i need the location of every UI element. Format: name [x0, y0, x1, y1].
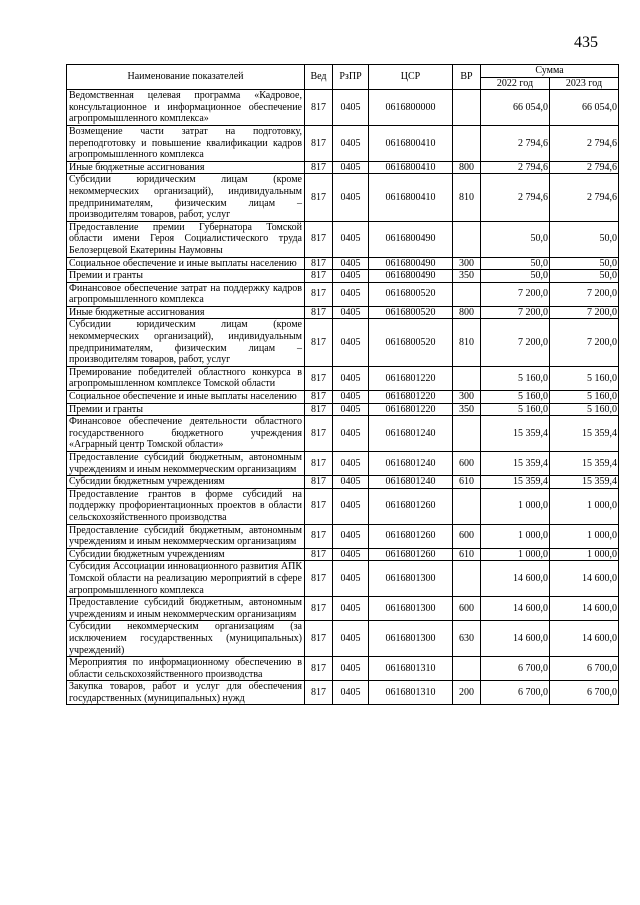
cell-vr: 810: [453, 319, 481, 366]
cell-ved: 817: [305, 416, 333, 452]
cell-vr: 810: [453, 174, 481, 221]
cell-rzpr: 0405: [333, 174, 369, 221]
cell-sum-2023: 5 160,0: [550, 403, 619, 416]
cell-csr: 0616800520: [369, 282, 453, 306]
table-row: [67, 174, 619, 221]
cell-sum-2022: 50,0: [481, 221, 550, 257]
cell-sum-2022: 5 160,0: [481, 403, 550, 416]
cell-sum-2023: 14 600,0: [550, 597, 619, 621]
cell-vr: [453, 282, 481, 306]
cell-sum-2023: 15 359,4: [550, 452, 619, 476]
cell-sum-2023: 7 200,0: [550, 282, 619, 306]
cell-ved: 817: [305, 125, 333, 161]
table-row: [67, 416, 619, 452]
cell-ved: 817: [305, 270, 333, 283]
cell-vr: 630: [453, 621, 481, 657]
table-row: [67, 621, 619, 657]
table-row: [67, 403, 619, 416]
table-row: [67, 125, 619, 161]
cell-vr: [453, 416, 481, 452]
cell-vr: 600: [453, 452, 481, 476]
cell-csr: 0616801260: [369, 488, 453, 524]
table-row: [67, 452, 619, 476]
cell-rzpr: 0405: [333, 657, 369, 681]
cell-ved: 817: [305, 597, 333, 621]
budget-table: [66, 64, 619, 705]
table-row: [67, 270, 619, 283]
cell-csr: 0616801260: [369, 548, 453, 561]
cell-rzpr: 0405: [333, 524, 369, 548]
cell-csr: 0616800410: [369, 161, 453, 174]
cell-csr: 0616801240: [369, 452, 453, 476]
cell-csr: 0616800000: [369, 90, 453, 126]
cell-name: Субсидии некоммерческим организациям (за исключением государственных (муниципальных) учреждений): [67, 621, 305, 657]
cell-name: Иные бюджетные ассигнования: [67, 306, 305, 319]
cell-rzpr: 0405: [333, 366, 369, 390]
cell-csr: 0616800410: [369, 174, 453, 221]
cell-name: Мероприятия по информационному обеспечению в области сельскохозяйственного производства: [67, 657, 305, 681]
cell-sum-2022: 14 600,0: [481, 561, 550, 597]
cell-ved: 817: [305, 452, 333, 476]
cell-csr: 0616800490: [369, 221, 453, 257]
cell-sum-2023: 6 700,0: [550, 681, 619, 705]
cell-rzpr: 0405: [333, 597, 369, 621]
cell-sum-2023: 6 700,0: [550, 657, 619, 681]
cell-name: Закупка товаров, работ и услуг для обеспечения государственных (муниципальных) нужд: [67, 681, 305, 705]
cell-rzpr: 0405: [333, 125, 369, 161]
cell-sum-2022: 6 700,0: [481, 657, 550, 681]
cell-sum-2023: 50,0: [550, 221, 619, 257]
cell-sum-2023: 50,0: [550, 257, 619, 270]
cell-sum-2023: 1 000,0: [550, 488, 619, 524]
cell-ved: 817: [305, 161, 333, 174]
cell-name: Финансовое обеспечение затрат на поддержку кадров агропромышленного комплекса: [67, 282, 305, 306]
cell-ved: 817: [305, 306, 333, 319]
cell-rzpr: 0405: [333, 452, 369, 476]
cell-vr: [453, 561, 481, 597]
cell-name: Возмещение части затрат на подготовку, переподготовку и повышение квалификации кадров агропромышленного комплекса: [67, 125, 305, 161]
cell-sum-2023: 2 794,6: [550, 174, 619, 221]
table-row: [67, 366, 619, 390]
cell-vr: 600: [453, 524, 481, 548]
cell-vr: [453, 221, 481, 257]
cell-sum-2023: 15 359,4: [550, 416, 619, 452]
table-row: [67, 561, 619, 597]
page-number: 435: [574, 34, 598, 51]
cell-sum-2022: 6 700,0: [481, 681, 550, 705]
table-row: [67, 90, 619, 126]
cell-ved: 817: [305, 488, 333, 524]
cell-csr: 0616801310: [369, 681, 453, 705]
cell-rzpr: 0405: [333, 548, 369, 561]
cell-sum-2022: 2 794,6: [481, 161, 550, 174]
cell-csr: 0616801220: [369, 391, 453, 404]
cell-vr: 350: [453, 270, 481, 283]
cell-ved: 817: [305, 319, 333, 366]
table-row: [67, 548, 619, 561]
cell-rzpr: 0405: [333, 270, 369, 283]
cell-sum-2023: 14 600,0: [550, 561, 619, 597]
cell-vr: [453, 366, 481, 390]
cell-vr: [453, 90, 481, 126]
cell-name: Субсидии юридическим лицам (кроме некоммерческих организаций), индивидуальным предпринимателям, физическим лицам – производителям товаров, работ, услуг: [67, 174, 305, 221]
cell-sum-2022: 2 794,6: [481, 174, 550, 221]
cell-vr: [453, 488, 481, 524]
cell-ved: 817: [305, 657, 333, 681]
cell-sum-2023: 50,0: [550, 270, 619, 283]
cell-sum-2022: 1 000,0: [481, 488, 550, 524]
cell-vr: 800: [453, 306, 481, 319]
cell-ved: 817: [305, 174, 333, 221]
cell-name: Социальное обеспечение и иные выплаты населению: [67, 391, 305, 404]
cell-rzpr: 0405: [333, 221, 369, 257]
table-row: [67, 488, 619, 524]
cell-name: Премии и гранты: [67, 403, 305, 416]
cell-sum-2023: 15 359,4: [550, 476, 619, 489]
cell-sum-2022: 15 359,4: [481, 416, 550, 452]
cell-rzpr: 0405: [333, 488, 369, 524]
cell-vr: [453, 125, 481, 161]
cell-sum-2022: 15 359,4: [481, 452, 550, 476]
cell-rzpr: 0405: [333, 282, 369, 306]
cell-csr: 0616801220: [369, 403, 453, 416]
cell-sum-2022: 50,0: [481, 257, 550, 270]
cell-csr: 0616801300: [369, 561, 453, 597]
table-row: [67, 524, 619, 548]
cell-sum-2022: 66 054,0: [481, 90, 550, 126]
cell-csr: 0616801300: [369, 597, 453, 621]
cell-sum-2023: 14 600,0: [550, 621, 619, 657]
cell-rzpr: 0405: [333, 681, 369, 705]
cell-ved: 817: [305, 476, 333, 489]
cell-sum-2022: 5 160,0: [481, 391, 550, 404]
cell-csr: 0616801240: [369, 476, 453, 489]
table-row: [67, 391, 619, 404]
header-sum: Сумма: [481, 65, 619, 78]
cell-sum-2022: 50,0: [481, 270, 550, 283]
cell-name: Субсидии бюджетным учреждениям: [67, 548, 305, 561]
cell-rzpr: 0405: [333, 621, 369, 657]
cell-ved: 817: [305, 90, 333, 126]
cell-ved: 817: [305, 621, 333, 657]
table-row: [67, 657, 619, 681]
cell-sum-2023: 1 000,0: [550, 524, 619, 548]
cell-csr: 0616800490: [369, 270, 453, 283]
cell-csr: 0616800410: [369, 125, 453, 161]
cell-sum-2023: 5 160,0: [550, 391, 619, 404]
cell-csr: 0616800520: [369, 306, 453, 319]
cell-sum-2023: 1 000,0: [550, 548, 619, 561]
cell-vr: 200: [453, 681, 481, 705]
cell-name: Субсидии юридическим лицам (кроме некоммерческих организаций), индивидуальным предпринимателям, физическим лицам – производителям товаров, работ, услуг: [67, 319, 305, 366]
cell-csr: 0616801260: [369, 524, 453, 548]
cell-sum-2023: 5 160,0: [550, 366, 619, 390]
cell-sum-2022: 1 000,0: [481, 524, 550, 548]
header-rzpr: РзПР: [333, 65, 369, 90]
cell-name: Субсидия Ассоциации инновационного развития АПК Томской области на реализацию мероприятий в сфере агропромышленного комплекса: [67, 561, 305, 597]
cell-rzpr: 0405: [333, 319, 369, 366]
cell-name: Предоставление субсидий бюджетным, автономным учреждениям и иным некоммерческим организациям: [67, 524, 305, 548]
cell-name: Премирование победителей областного конкурса в агропромышленном комплексе Томской области: [67, 366, 305, 390]
cell-vr: 800: [453, 161, 481, 174]
cell-ved: 817: [305, 366, 333, 390]
cell-rzpr: 0405: [333, 257, 369, 270]
cell-sum-2022: 14 600,0: [481, 597, 550, 621]
cell-name: Предоставление грантов в форме субсидий на поддержку профориентационных проектов в области сельскохозяйственного производства: [67, 488, 305, 524]
cell-name: Ведомственная целевая программа «Кадровое, консультационное и информационное обеспечение агропромышленного комплекса»: [67, 90, 305, 126]
cell-sum-2023: 7 200,0: [550, 319, 619, 366]
cell-ved: 817: [305, 282, 333, 306]
cell-sum-2022: 14 600,0: [481, 621, 550, 657]
table-row: [67, 282, 619, 306]
cell-csr: 0616800490: [369, 257, 453, 270]
cell-ved: 817: [305, 257, 333, 270]
cell-vr: [453, 657, 481, 681]
table-row: [67, 306, 619, 319]
header-name: Наименование показателей: [67, 65, 305, 90]
table-row: [67, 161, 619, 174]
cell-ved: 817: [305, 391, 333, 404]
cell-ved: 817: [305, 403, 333, 416]
cell-sum-2022: 7 200,0: [481, 319, 550, 366]
cell-name: Предоставление субсидий бюджетным, автономным учреждениям и иным некоммерческим организациям: [67, 597, 305, 621]
header-year-2023: 2023 год: [550, 77, 619, 90]
cell-vr: 610: [453, 548, 481, 561]
cell-sum-2022: 5 160,0: [481, 366, 550, 390]
cell-ved: 817: [305, 548, 333, 561]
cell-rzpr: 0405: [333, 403, 369, 416]
cell-sum-2022: 1 000,0: [481, 548, 550, 561]
header-csr: ЦСР: [369, 65, 453, 90]
cell-name: Предоставление премии Губернатора Томской области имени Героя Социалистического труда Белозерцевой Екатерины Наумовны: [67, 221, 305, 257]
header-ved: Вед: [305, 65, 333, 90]
cell-rzpr: 0405: [333, 90, 369, 126]
table-row: [67, 681, 619, 705]
cell-name: Предоставление субсидий бюджетным, автономным учреждениям и иным некоммерческим организациям: [67, 452, 305, 476]
cell-name: Субсидии бюджетным учреждениям: [67, 476, 305, 489]
cell-name: Социальное обеспечение и иные выплаты населению: [67, 257, 305, 270]
cell-ved: 817: [305, 524, 333, 548]
cell-vr: 350: [453, 403, 481, 416]
cell-ved: 817: [305, 221, 333, 257]
cell-rzpr: 0405: [333, 561, 369, 597]
cell-csr: 0616801310: [369, 657, 453, 681]
cell-rzpr: 0405: [333, 391, 369, 404]
cell-sum-2022: 7 200,0: [481, 306, 550, 319]
table-row: [67, 597, 619, 621]
cell-name: Финансовое обеспечение деятельности областного государственного бюджетного учреждения «Аграрный центр Томской области»: [67, 416, 305, 452]
cell-vr: 600: [453, 597, 481, 621]
table-header: [67, 65, 619, 90]
table-body: [67, 90, 619, 705]
cell-sum-2023: 66 054,0: [550, 90, 619, 126]
cell-rzpr: 0405: [333, 416, 369, 452]
header-year-2022: 2022 год: [481, 77, 550, 90]
cell-csr: 0616801240: [369, 416, 453, 452]
cell-vr: 300: [453, 391, 481, 404]
table-row: [67, 319, 619, 366]
cell-ved: 817: [305, 681, 333, 705]
cell-name: Иные бюджетные ассигнования: [67, 161, 305, 174]
cell-sum-2023: 2 794,6: [550, 125, 619, 161]
table-row: [67, 476, 619, 489]
cell-csr: 0616801300: [369, 621, 453, 657]
cell-csr: 0616800520: [369, 319, 453, 366]
cell-rzpr: 0405: [333, 476, 369, 489]
cell-sum-2023: 7 200,0: [550, 306, 619, 319]
cell-sum-2022: 15 359,4: [481, 476, 550, 489]
cell-ved: 817: [305, 561, 333, 597]
table-row: [67, 257, 619, 270]
cell-sum-2023: 2 794,6: [550, 161, 619, 174]
cell-name: Премии и гранты: [67, 270, 305, 283]
cell-rzpr: 0405: [333, 161, 369, 174]
cell-csr: 0616801220: [369, 366, 453, 390]
header-vr: ВР: [453, 65, 481, 90]
cell-sum-2022: 2 794,6: [481, 125, 550, 161]
cell-rzpr: 0405: [333, 306, 369, 319]
table-row: [67, 221, 619, 257]
cell-vr: 300: [453, 257, 481, 270]
cell-vr: 610: [453, 476, 481, 489]
cell-sum-2022: 7 200,0: [481, 282, 550, 306]
